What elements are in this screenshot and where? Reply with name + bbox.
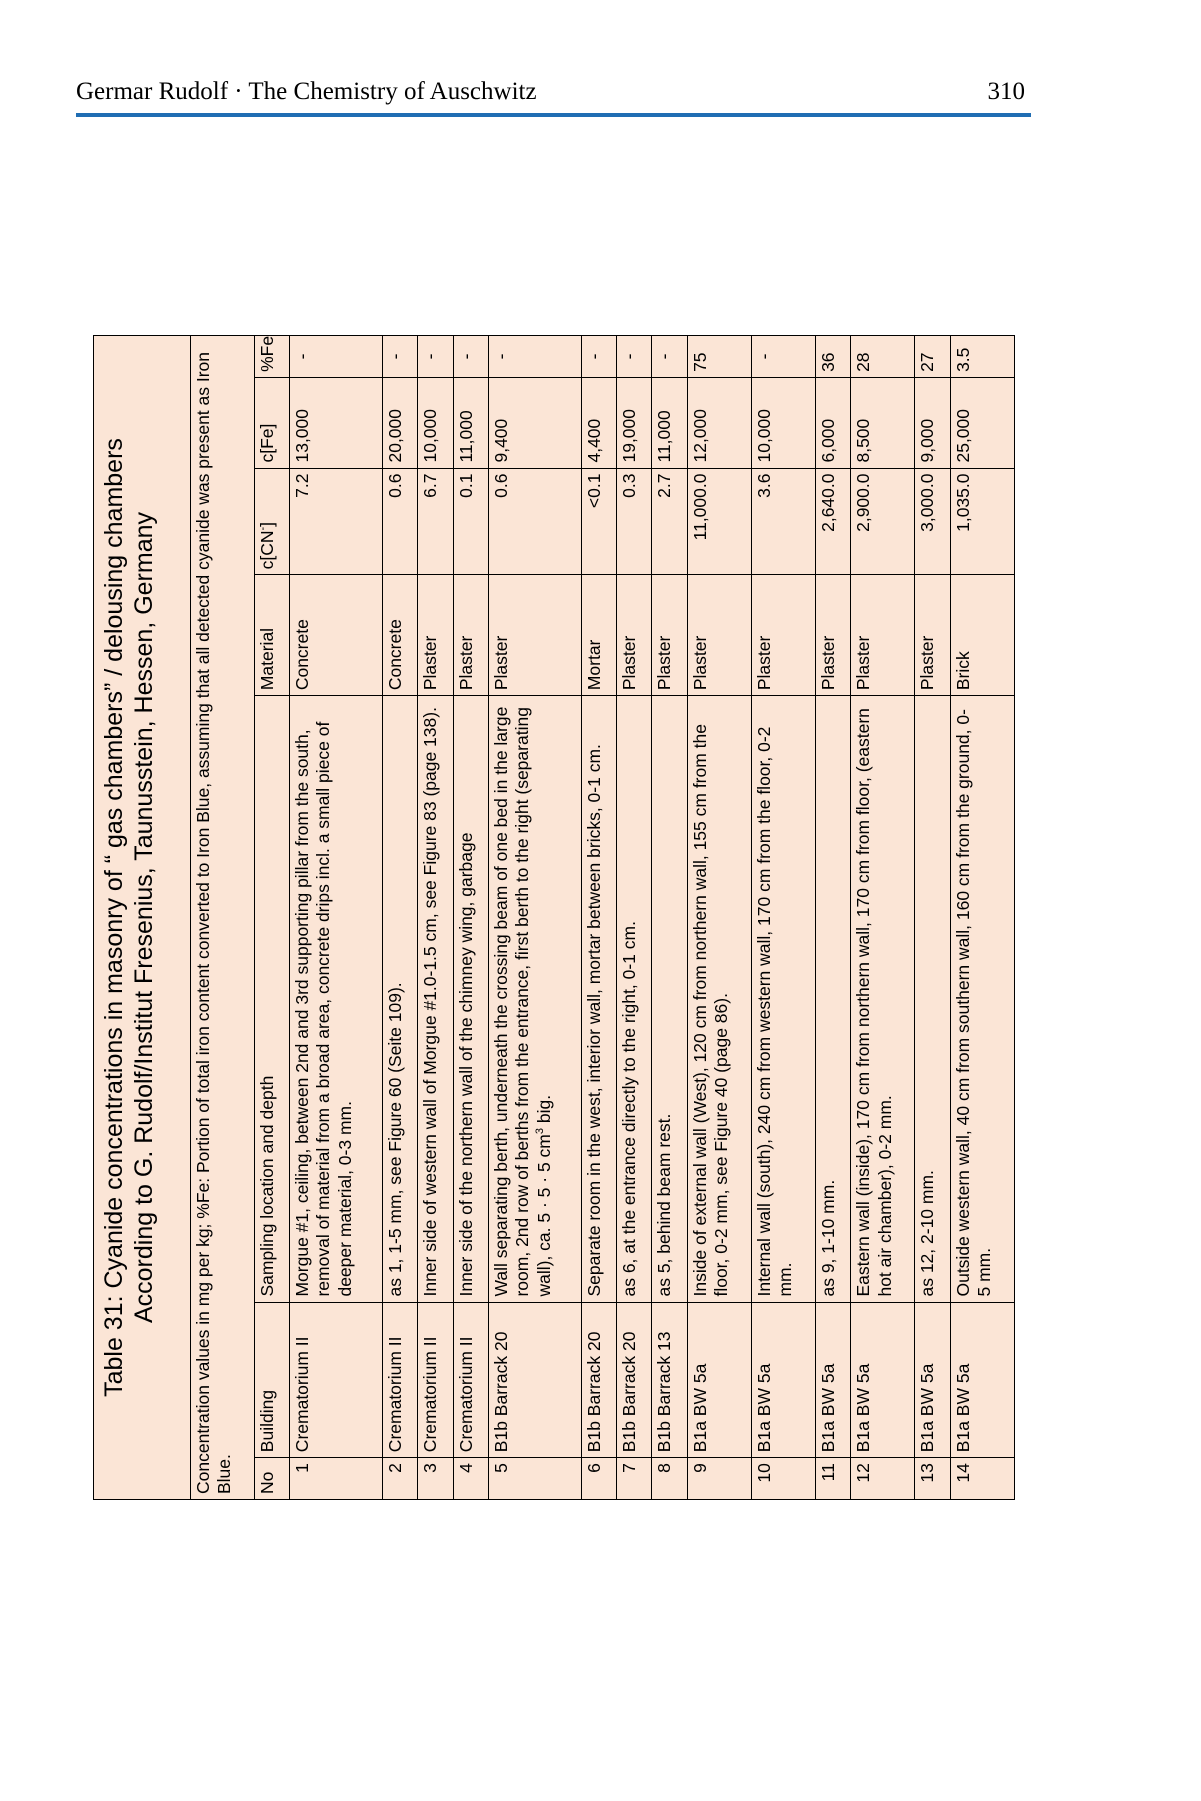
caption-line-2: According to G. Rudolf/Institut Fresenius, Taunusstein, Hessen, Germany <box>129 511 158 1324</box>
cell-material: Concrete <box>290 575 383 696</box>
cn-header-post: ] <box>256 521 277 527</box>
cell-fe: 6,000 <box>815 377 850 468</box>
cell-pct-fe: 36 <box>815 336 850 378</box>
table-row <box>488 336 581 1500</box>
cell-no: 4 <box>453 1458 488 1500</box>
table-row <box>290 336 383 1500</box>
cell-cn: 11,000.0 <box>687 468 751 575</box>
cell-cn: 1,035.0 <box>950 468 1014 575</box>
table-row <box>687 336 751 1500</box>
cell-location <box>488 696 581 1302</box>
cell-location: Inner side of the northern wall of the chimney wing, garbage <box>453 696 488 1302</box>
cell-pct-fe: - <box>382 336 417 378</box>
cell-cn: 0.1 <box>453 468 488 575</box>
cell-no: 7 <box>617 1458 652 1500</box>
cell-material: Plaster <box>617 575 652 696</box>
cell-no: 14 <box>950 1458 1014 1500</box>
cell-location: Inside of external wall (West), 120 cm from northern wall, 155 cm from the floor, 0-2 mm, see Figure 40 (page 86). <box>687 696 751 1302</box>
cell-building: B1a BW 5a <box>815 1302 850 1458</box>
cell-material: Concrete <box>382 575 417 696</box>
table-row <box>815 336 850 1500</box>
cell-material: Plaster <box>915 575 950 696</box>
table-note-cell: Concentration values in mg per kg; %Fe: Portion of total iron content converted to Iron Blue, assuming that all detected cyanide was present as Iron Blue. <box>190 336 254 1500</box>
cell-building: Crematorium II <box>290 1302 383 1458</box>
cell-building: B1a BW 5a <box>687 1302 751 1458</box>
cell-cn: 2,900.0 <box>851 468 915 575</box>
cell-fe: 19,000 <box>617 377 652 468</box>
table-header-row <box>254 336 289 1500</box>
table-row <box>915 336 950 1500</box>
cell-pct-fe: 27 <box>915 336 950 378</box>
cell-no: 1 <box>290 1458 383 1500</box>
cell-fe: 9,000 <box>915 377 950 468</box>
cell-fe: 10,000 <box>418 377 453 468</box>
cell-location: as 12, 2-10 mm. <box>915 696 950 1302</box>
cell-fe: 13,000 <box>290 377 383 468</box>
cell-cn: 2,640.0 <box>815 468 850 575</box>
cell-building: B1a BW 5a <box>950 1302 1014 1458</box>
cell-no: 13 <box>915 1458 950 1500</box>
running-head <box>76 78 1031 110</box>
cell-location: as 5, behind beam rest. <box>652 696 687 1302</box>
table-row <box>382 336 417 1500</box>
cell-building: Crematorium II <box>418 1302 453 1458</box>
cell-location: as 1, 1-5 mm, see Figure 60 (Seite 109). <box>382 696 417 1302</box>
table-row <box>652 336 687 1500</box>
table-note <box>190 336 254 1500</box>
cell-location: Outside western wall, 40 cm from southern wall, 160 cm from the ground, 0-5 mm. <box>950 696 1014 1302</box>
table-row <box>617 336 652 1500</box>
cell-material: Plaster <box>488 575 581 696</box>
cell-material: Plaster <box>851 575 915 696</box>
cell-pct-fe: - <box>290 336 383 378</box>
cn-header-sup: - <box>256 526 269 531</box>
cell-building: B1b Barrack 20 <box>617 1302 652 1458</box>
cell-building: Crematorium II <box>382 1302 417 1458</box>
cell-location: Separate room in the west, interior wall, mortar between bricks, 0-1 cm. <box>581 696 616 1302</box>
table-row <box>418 336 453 1500</box>
cell-location: as 6, at the entrance directly to the right, 0-1 cm. <box>617 696 652 1302</box>
col-header-building: Building <box>254 1302 289 1458</box>
cell-pct-fe: - <box>581 336 616 378</box>
cell-material: Plaster <box>453 575 488 696</box>
cell-material: Plaster <box>815 575 850 696</box>
col-header-material: Material <box>254 575 289 696</box>
running-title: Germar Rudolf · The Chemistry of Auschwitz <box>76 78 537 105</box>
location-superscript: 3 <box>533 1128 546 1135</box>
cell-location: Internal wall (south), 240 cm from western wall, 170 cm from the floor, 0-2 mm. <box>751 696 815 1302</box>
table-row <box>453 336 488 1500</box>
cell-material: Brick <box>950 575 1014 696</box>
col-header-no: No <box>254 1458 289 1500</box>
header-rule <box>76 113 1031 117</box>
cell-cn: 2.7 <box>652 468 687 575</box>
cell-building: B1a BW 5a <box>851 1302 915 1458</box>
cell-cn: 7.2 <box>290 468 383 575</box>
cell-no: 12 <box>851 1458 915 1500</box>
cell-cn: 0.6 <box>488 468 581 575</box>
cell-building: B1a BW 5a <box>751 1302 815 1458</box>
cell-fe: 9,400 <box>488 377 581 468</box>
cell-fe: 8,500 <box>851 377 915 468</box>
cell-fe: 20,000 <box>382 377 417 468</box>
cell-pct-fe: - <box>453 336 488 378</box>
cell-pct-fe: 28 <box>851 336 915 378</box>
cell-fe: 10,000 <box>751 377 815 468</box>
cell-no: 6 <box>581 1458 616 1500</box>
cell-no: 10 <box>751 1458 815 1500</box>
cell-no: 3 <box>418 1458 453 1500</box>
cell-no: 9 <box>687 1458 751 1500</box>
cell-material: Plaster <box>687 575 751 696</box>
cell-pct-fe: - <box>652 336 687 378</box>
cell-pct-fe: - <box>488 336 581 378</box>
cell-cn: 0.6 <box>382 468 417 575</box>
cell-fe: 4,400 <box>581 377 616 468</box>
cell-building: B1b Barrack 13 <box>652 1302 687 1458</box>
location-text-end: big. <box>533 1094 554 1128</box>
table-row <box>751 336 815 1500</box>
col-header-location: Sampling location and depth <box>254 696 289 1302</box>
cell-building: B1a BW 5a <box>915 1302 950 1458</box>
cell-material: Mortar <box>581 575 616 696</box>
cell-pct-fe: - <box>617 336 652 378</box>
col-header-pct-fe: %Fe <box>254 336 289 378</box>
table-row <box>950 336 1014 1500</box>
cell-no: 5 <box>488 1458 581 1500</box>
cell-fe: 11,000 <box>652 377 687 468</box>
cell-pct-fe: 75 <box>687 336 751 378</box>
rotated-table-container <box>93 335 1015 1500</box>
cell-cn: 3,000.0 <box>915 468 950 575</box>
cell-no: 8 <box>652 1458 687 1500</box>
table-row <box>581 336 616 1500</box>
table-caption <box>94 336 191 1500</box>
col-header-cn <box>254 468 289 575</box>
col-header-fe: c[Fe] <box>254 377 289 468</box>
location-text: Wall separating berth, underneath the crossing beam of one bed in the large room, 2nd row of berths from the entrance, first berth to the right (separating wall), ca. 5 · 5 · 5 cm <box>490 706 554 1297</box>
cell-location: Morgue #1, ceiling, between 2nd and 3rd supporting pillar from the south, removal of material from a broad area, concrete drips incl. a small piece of deeper material, 0-3 mm. <box>290 696 383 1302</box>
cell-cn: 3.6 <box>751 468 815 575</box>
cell-material: Plaster <box>751 575 815 696</box>
cell-pct-fe: - <box>418 336 453 378</box>
cyanide-table <box>93 335 1015 1500</box>
cell-pct-fe: 3.5 <box>950 336 1014 378</box>
cell-location: as 9, 1-10 mm. <box>815 696 850 1302</box>
cell-location: Eastern wall (inside), 170 cm from northern wall, 170 cm from floor, (eastern hot air chamber), 0-2 mm. <box>851 696 915 1302</box>
cell-no: 11 <box>815 1458 850 1500</box>
page-number: 310 <box>987 78 1025 105</box>
table-caption-cell <box>94 336 191 1500</box>
cell-material: Plaster <box>418 575 453 696</box>
cn-header-pre: c[CN <box>256 530 277 570</box>
caption-line-1: Table 31: Cyanide concentrations in masonry of “ gas chambers” / delousing chambers <box>100 438 128 1397</box>
cell-no: 2 <box>382 1458 417 1500</box>
cell-material: Plaster <box>652 575 687 696</box>
cell-fe: 25,000 <box>950 377 1014 468</box>
cell-fe: 12,000 <box>687 377 751 468</box>
table-row <box>851 336 915 1500</box>
cell-cn: <0.1 <box>581 468 616 575</box>
cell-fe: 11,000 <box>453 377 488 468</box>
cell-building: Crematorium II <box>453 1302 488 1458</box>
cell-cn: 6.7 <box>418 468 453 575</box>
cell-building: B1b Barrack 20 <box>581 1302 616 1458</box>
cell-pct-fe: - <box>751 336 815 378</box>
cell-building: B1b Barrack 20 <box>488 1302 581 1458</box>
cell-location: Inner side of western wall of Morgue #1.0-1.5 cm, see Figure 83 (page 138). <box>418 696 453 1302</box>
cell-cn: 0.3 <box>617 468 652 575</box>
